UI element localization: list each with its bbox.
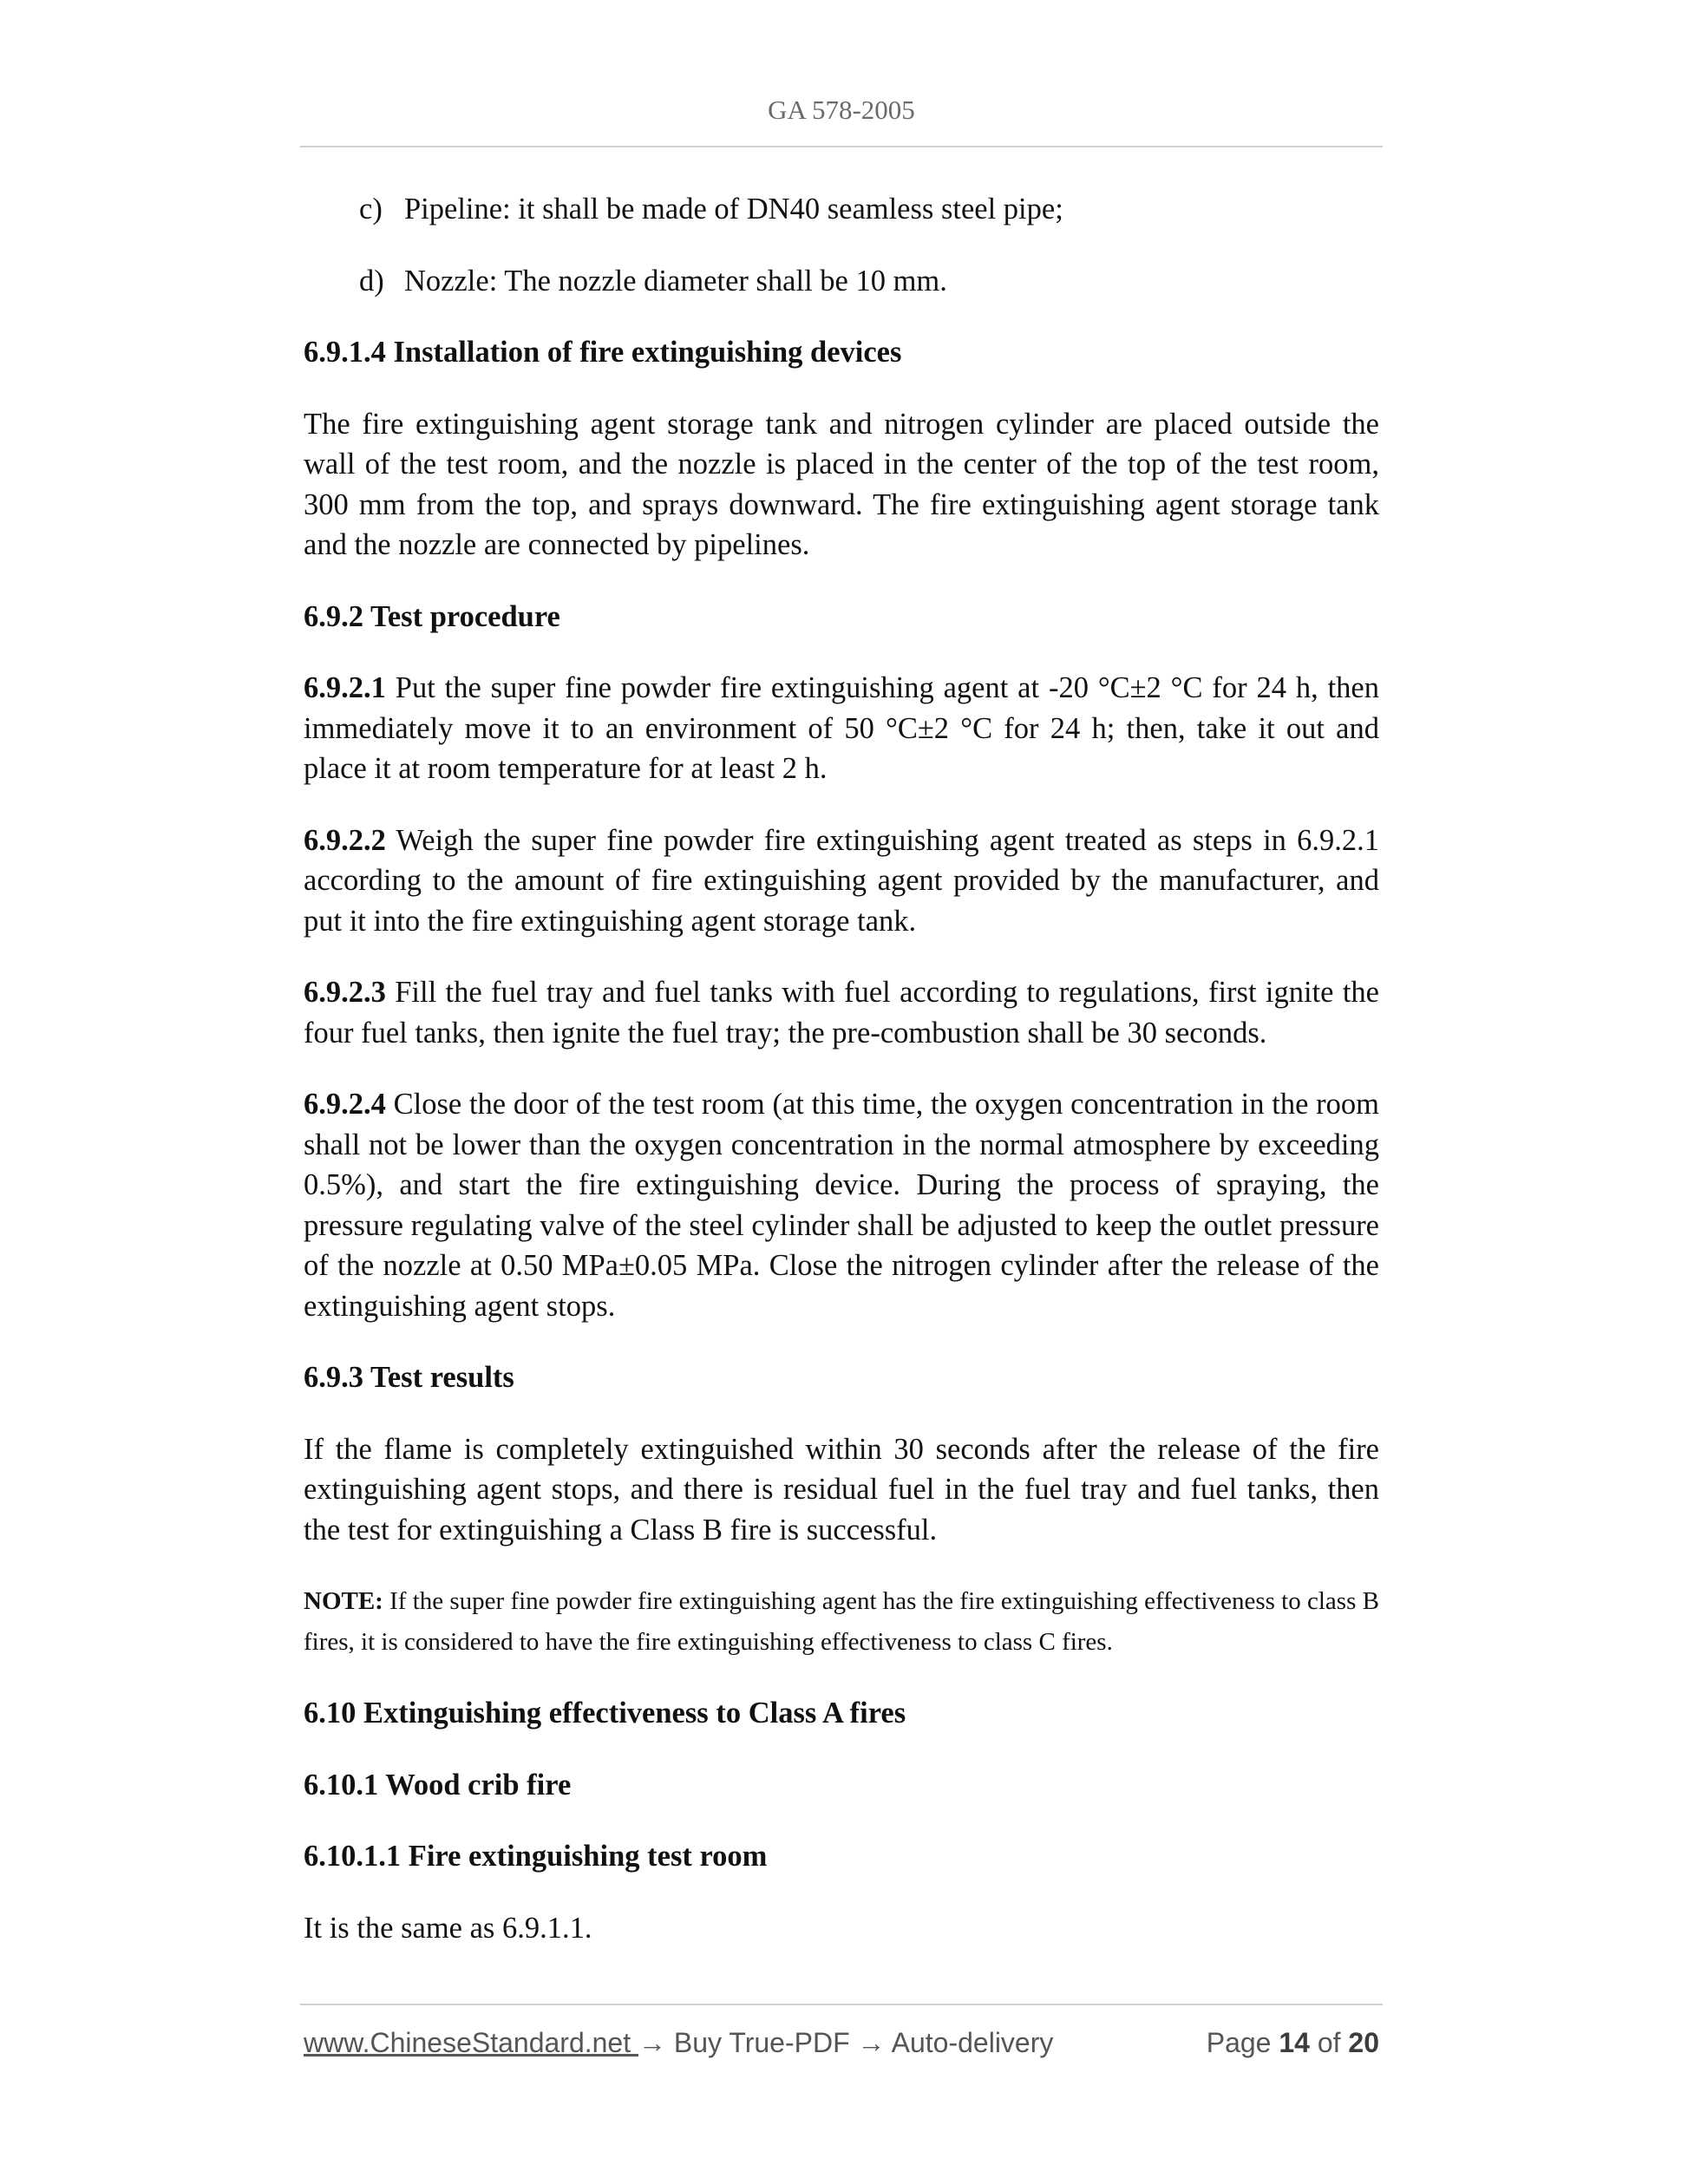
paragraph: The fire extinguishing agent storage tank and nitrogen cylinder are placed outside the wall of the test room, and the nozzle is placed in the center of the top of the test room, 300 mm from the top, and sprays downward. The fire extinguishing agent storage tank and the nozzle are connected by pipelines. [304, 407, 1379, 561]
paragraph: It is the same as 6.9.1.1. [304, 1911, 592, 1945]
section-heading: 6.9.3 Test results [304, 1361, 514, 1394]
document-body [304, 189, 1379, 1979]
of-label: of [1317, 2027, 1341, 2058]
step-number: 6.9.2.4 [304, 1088, 386, 1121]
list-text: Pipeline: it shall be made of DN40 seamless steel pipe; [404, 193, 1063, 226]
list-marker: c) [359, 193, 383, 226]
procedure-step [304, 1084, 1379, 1326]
doc-code: GA 578-2005 [768, 95, 915, 125]
procedure-step [304, 972, 1379, 1053]
step-text: Weigh the super fine powder fire extinguishing agent treated as steps in 6.9.2.1 according to the amount of fire extinguishing agent provided by the manufacturer, and put it into the fire extinguishing agent storage tank. [304, 823, 1379, 938]
step-number: 6.9.2.2 [304, 823, 386, 857]
list-item [304, 261, 1379, 302]
section-heading: 6.10.1.1 Fire extinguishing test room [304, 1840, 768, 1873]
section-heading: 6.10.1 Wood crib fire [304, 1768, 572, 1801]
procedure-step [304, 821, 1379, 942]
step-number: 6.9.2.3 [304, 976, 386, 1009]
list-item [304, 189, 1379, 230]
list-text: Nozzle: The nozzle diameter shall be 10 mm. [404, 264, 947, 298]
note [304, 1581, 1379, 1662]
step-text: Close the door of the test room (at this time, the oxygen concentration in the room shall not be lower than the oxygen concentration in the normal atmosphere by exceeding 0.5%), and start the fire extinguishing device. During the process of spraying, the pressure regulating valve of the steel cylinder shall be adjusted to keep the outlet pressure of the nozzle at 0.50 MPa±0.05 MPa. Close the nitrogen cylinder after the release of the extinguishing agent stops. [304, 1088, 1379, 1323]
step-text: Fill the fuel tray and fuel tanks with fuel according to regulations, first ignite the four fuel tanks, then ignite the fuel tray; the pre-combustion shall be 30 seconds. [304, 976, 1379, 1049]
page-footer [304, 2023, 1379, 2063]
section-heading: 6.9.1.4 Installation of fire extinguishing devices [304, 336, 902, 369]
procedure-step [304, 668, 1379, 789]
paragraph: If the flame is completely extinguished within 30 seconds after the release of the fire extinguishing agent stops, and there is residual fuel in the fuel tray and fuel tanks, then the test for extinguishing a Class B fire is successful. [304, 1432, 1379, 1546]
page-indicator [1207, 2023, 1379, 2063]
footer-tagline: → Buy True-PDF → Auto-delivery [638, 2027, 1054, 2058]
footer-divider [300, 2004, 1383, 2005]
note-label: NOTE: [304, 1587, 383, 1615]
note-text: If the super fine powder fire extinguishing agent has the fire extinguishing effectiveness to class B fires, it is considered to have the fire extinguishing effectiveness to class C fires. [304, 1587, 1379, 1656]
site-link[interactable]: www.ChineseStandard.net [304, 2027, 638, 2058]
list-marker: d) [359, 264, 384, 298]
step-text: Put the super fine powder fire extinguishing agent at -20 °C±2 °C for 24 h, then immediately move it to an environment of 50 °C±2 °C for 24 h; then, take it out and place it at room temperature for at least 2 h. [304, 671, 1379, 785]
page-header [300, 87, 1383, 147]
section-heading: 6.9.2 Test procedure [304, 599, 560, 633]
page-number: 14 [1279, 2027, 1310, 2058]
section-heading: 6.10 Extinguishing effectiveness to Class A fires [304, 1697, 906, 1730]
footer-left [304, 2023, 1053, 2063]
page-label: Page [1206, 2027, 1272, 2058]
page-total: 20 [1348, 2027, 1379, 2058]
step-number: 6.9.2.1 [304, 671, 386, 704]
